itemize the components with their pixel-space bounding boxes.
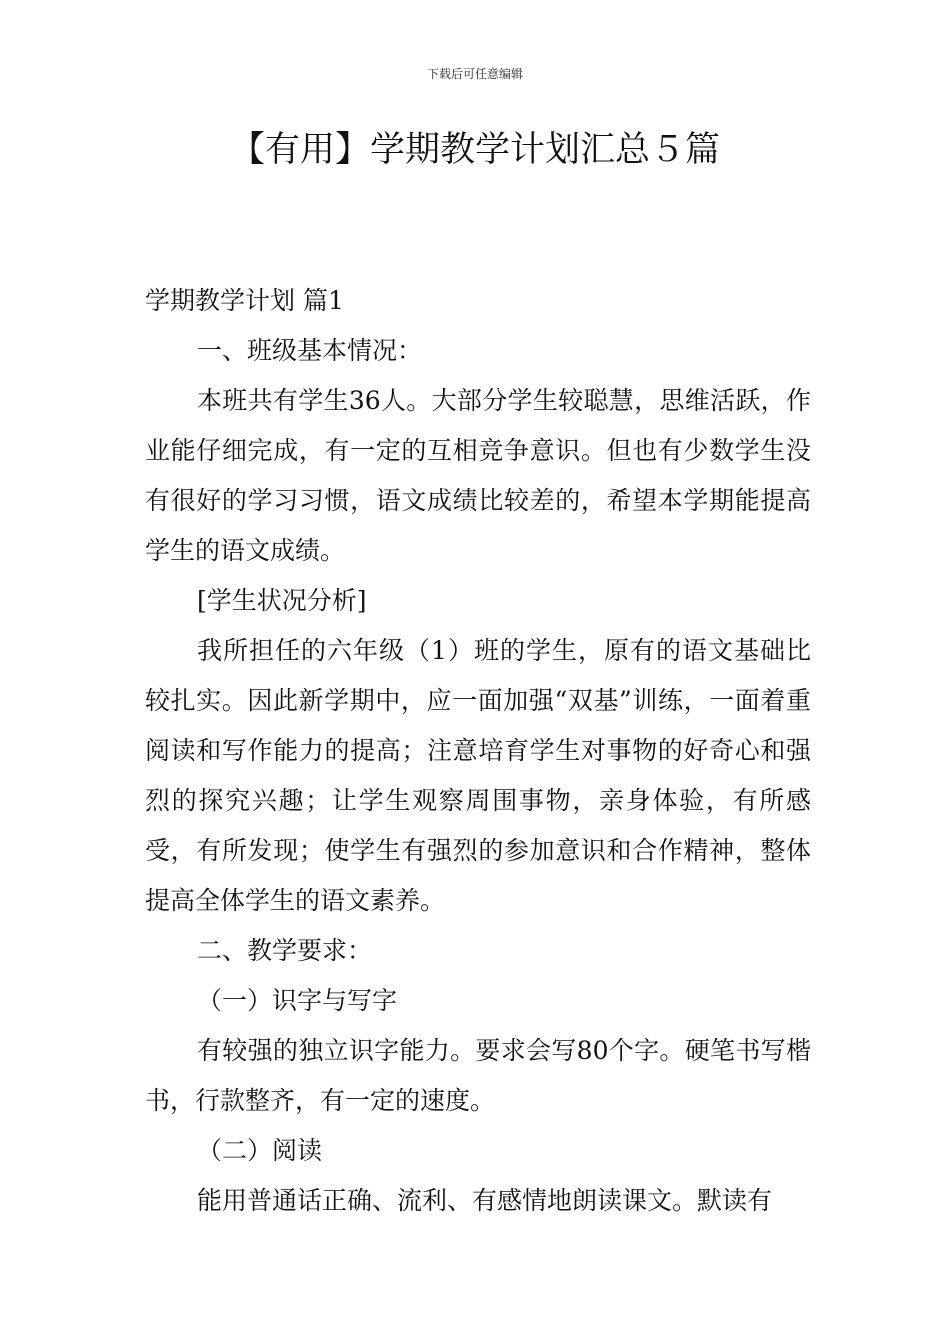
subheading-reading: （二）阅读 <box>197 1136 323 1165</box>
section-heading: 学期教学计划 篇1 <box>145 286 344 315</box>
paragraph-class-info: 本班共有学生36人。大部分学生较聪慧，思维活跃，作业能仔细完成，有一定的互相竞争意识。但也有少数学生没有很好的学习习惯，语文成绩比较差的，希望本学期能提高学生的语文成绩。 <box>145 386 811 565</box>
paragraph-literacy: 有较强的独立识字能力。要求会写80个字。硬笔书写楷书，行款整齐，有一定的速度。 <box>145 1036 811 1115</box>
paragraph-student-analysis: 我所担任的六年级（1）班的学生，原有的语文基础比较扎实。因此新学期中，应一面加强“双基”训练，一面着重阅读和写作能力的提高；注意培育学生对事物的好奇心和强烈的探究兴趣；让学生观察周围事物，亲身体验，有所感受，有所发现；使学生有强烈的参加意识和合作精神，整体提高全体学生的语文素养。 <box>145 636 811 915</box>
subheading-class-info: 一、班级基本情况： <box>197 336 423 365</box>
subheading-student-analysis: [学生状况分析] <box>197 586 367 615</box>
header-note: 下载后可任意编辑 <box>426 67 523 81</box>
document-title: 【有用】学期教学计划汇总５篇 <box>229 130 720 170</box>
document-body <box>145 276 811 1226</box>
subheading-teaching-requirements: 二、教学要求： <box>197 936 373 965</box>
subheading-literacy: （一）识字与写字 <box>197 986 398 1015</box>
paragraph-reading: 能用普通话正确、流利、有感情地朗读课文。默读有 <box>197 1186 773 1215</box>
